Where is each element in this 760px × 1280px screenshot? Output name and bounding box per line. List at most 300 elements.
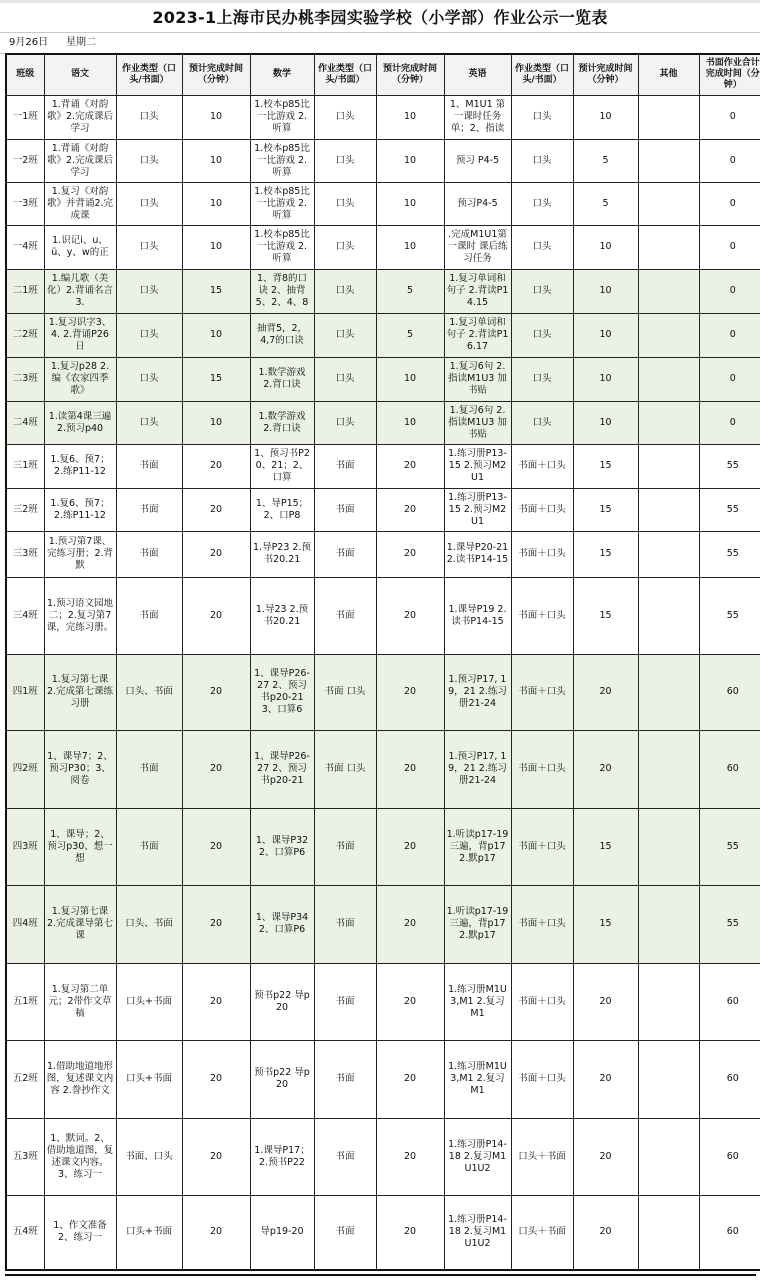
cell-math [250,808,314,885]
cell-text: 二2班 [12,329,38,340]
cell-math-type [314,885,376,963]
header-english-type: 作业类型（口头/书面） [511,54,573,95]
cell-english-time [573,182,638,225]
cell-text: 二3班 [12,373,38,384]
cell-math [250,444,314,488]
cell-chinese [44,313,116,357]
cell-text: 书面＋口头 [518,840,566,852]
cell-chinese-type [116,531,182,577]
cell-text: 预习P4-5 [457,197,498,209]
cell-text: 1、课导7；2、预习P30；3、阅卷 [47,751,113,786]
cell-chinese [44,654,116,730]
cell-english [444,885,511,963]
cell-text: 0 [729,154,736,166]
cell-chinese-type [116,225,182,269]
cell-text: 口头 [139,416,159,428]
cell-other [638,357,699,401]
cell-text: 1.听读p17-19三遍，背p17 2.默p17 [446,828,509,864]
cell-other [638,1118,699,1195]
cell-text: 10 [403,197,417,209]
header-math-type: 作业类型（口头/书面） [314,54,376,95]
cell-text: 书面 [139,503,159,515]
cell-total-time [699,885,760,963]
cell-text: 5 [406,329,414,340]
cell-text: 10 [209,154,223,166]
cell-text: 口头＋书面 [518,1150,566,1162]
cell-chinese-time [182,401,250,444]
cell-english-type [511,357,573,401]
cell-class [6,488,44,531]
cell-total-time [699,654,760,730]
cell-math-type [314,269,376,313]
cell-text: 书面 [335,995,355,1007]
cell-text: 1.练习册P13-15 2.预习M2U1 [448,491,507,527]
page-title: 2023-1上海市民办桃李园实验学校（小学部）作业公示一览表 [152,8,608,27]
cell-text: 0 [729,197,736,209]
cell-text: 15 [599,918,612,929]
cell-text: 口头 [532,197,552,209]
cell-english-type [511,963,573,1040]
cell-english-type [511,401,573,444]
cell-text: 20 [403,918,417,929]
cell-math-type [314,313,376,357]
cell-text: 1.导23 2.预书20.21 [255,603,309,627]
cell-chinese [44,730,116,808]
cell-text: 1.复习单词和句子 2.背读P14.15 [446,273,509,308]
cell-text: 10 [209,241,223,252]
cell-text: 四4班 [12,918,38,929]
cell-text: 1.预习第7课、完练习册；2.背默 [46,536,114,571]
cell-math [250,963,314,1040]
cell-text: 口头＋书面 [518,1226,566,1238]
cell-total-time [699,95,760,139]
cell-text: 60 [726,763,739,774]
cell-text: 书面 [335,840,355,852]
cell-text: 四2班 [12,763,38,774]
table-row [6,95,760,139]
cell-class [6,95,44,139]
cell-math-type [314,730,376,808]
cell-other [638,730,699,808]
cell-text: 20 [403,548,417,559]
cell-text: 口头 [139,154,159,166]
cell-chinese [44,963,116,1040]
cell-text: 20 [209,1226,223,1238]
cell-class [6,654,44,730]
cell-class [6,730,44,808]
cell-total-time [699,488,760,531]
cell-text: 1.练习册P13-15 2.预习M2U1 [448,448,507,483]
cell-math-time [376,444,444,488]
table-row [6,488,760,531]
cell-math [250,95,314,139]
cell-text: 口头 [139,329,159,340]
cell-text: 书面＋口头 [518,995,566,1007]
cell-english-type [511,95,573,139]
cell-text: 三1班 [12,460,38,471]
cell-text: 书面 [335,1073,355,1084]
cell-text: 10 [403,111,417,122]
cell-english-type [511,1040,573,1118]
cell-math-time [376,730,444,808]
cell-math-time [376,269,444,313]
cell-chinese [44,225,116,269]
cell-chinese [44,531,116,577]
cell-other [638,313,699,357]
cell-text: 书面 [139,840,159,852]
cell-text: .完成M1U1第一课时 课后练习任务 [447,229,508,264]
cell-chinese-type [116,730,182,808]
cell-text: 20 [403,995,417,1007]
cell-text: 书面 口头 [324,686,366,697]
cell-text: 书面＋口头 [518,686,566,697]
cell-text: 口头 [335,416,355,428]
cell-text: 10 [599,111,612,122]
cell-text: 1、背8的口诀 2、抽背5、2、4、8 [255,273,309,308]
cell-math [250,1195,314,1270]
cell-text: 20 [403,686,417,697]
cell-english-type [511,182,573,225]
cell-text: 1.复习6句 2.指读M1U3 加书贴 [448,404,507,440]
cell-class [6,963,44,1040]
cell-text: 二1班 [12,285,38,296]
cell-text: 1.练习册P14-18 2.复习M1U1U2 [448,1214,507,1250]
cell-total-time [699,1118,760,1195]
cell-text: 五2班 [12,1073,38,1084]
cell-math-time [376,225,444,269]
cell-text: 预习 P4-5 [455,154,500,166]
cell-text: 0 [729,416,736,428]
cell-text: 20 [403,460,417,471]
header-class: 班级 [6,54,44,95]
cell-chinese-time [182,531,250,577]
cell-english [444,577,511,654]
cell-math [250,357,314,401]
cell-math-time [376,139,444,182]
cell-text: 1.复习第二单元；2带作文草稿 [48,983,112,1019]
table-row [6,1118,760,1195]
cell-english [444,531,511,577]
cell-chinese [44,808,116,885]
cell-text: 书面 [335,1226,355,1238]
cell-other [638,1195,699,1270]
cell-total-time [699,182,760,225]
cell-other [638,444,699,488]
cell-english-time [573,401,638,444]
cell-text: 20 [403,609,417,621]
cell-english-time [573,963,638,1040]
cell-text: 三2班 [12,503,38,515]
cell-text: 书面 [335,609,355,621]
cell-text: 1.借助地道地形图，复述课文内容 2.誊抄作文 [46,1061,114,1096]
cell-text: 口头 [139,285,159,296]
cell-other [638,488,699,531]
cell-text: 20 [209,1073,223,1084]
cell-text: 书面＋口头 [518,763,566,774]
cell-chinese [44,401,116,444]
cell-text: 口头 [532,285,552,296]
cell-text: 书面、口头 [125,1150,173,1162]
cell-class [6,885,44,963]
cell-text: 20 [209,763,223,774]
cell-text: 四3班 [12,840,38,852]
cell-math-time [376,1040,444,1118]
cell-math [250,730,314,808]
cell-math-type [314,1118,376,1195]
cell-text: 口头 [335,373,355,384]
cell-text: 1、课导；2、预习p30、想一想 [47,828,113,864]
cell-math-type [314,577,376,654]
header-math-time: 预计完成时间（分钟） [376,54,444,95]
cell-chinese-type [116,1118,182,1195]
cell-text: 口头 [335,329,355,340]
cell-text: 口头、书面 [125,686,173,697]
cell-math-type [314,531,376,577]
cell-math-time [376,1195,444,1270]
cell-math-time [376,885,444,963]
cell-text: 口头 [139,111,159,122]
cell-text: 1.练习册M1U3,M1 2.复习M1 [448,1061,507,1096]
cell-math-type [314,182,376,225]
cell-english [444,444,511,488]
cell-english-type [511,225,573,269]
cell-text: 三4班 [12,609,38,621]
cell-text: 10 [209,111,223,122]
cell-text: 0 [729,241,736,252]
cell-text: 口头 [139,197,159,209]
cell-text: 书面 [335,548,355,559]
cell-english-type [511,654,573,730]
cell-text: 1.背诵《对韵歌》2.完成课后学习 [46,142,114,178]
cell-text: 10 [599,373,612,384]
cell-chinese-type [116,269,182,313]
cell-text: 1.校本p85比一比游戏 2.听算 [254,185,310,221]
cell-math [250,577,314,654]
table-row [6,808,760,885]
cell-english-time [573,730,638,808]
cell-text: 1.校本p85比一比游戏 2.听算 [254,99,310,134]
cell-text: 口头 [335,285,355,296]
cell-text: 55 [726,460,739,471]
cell-text: 1.复习识字3、4. 2.背诵P26日 [48,317,112,352]
cell-text: 1.复习第七课 2.完成课导第七课 [46,906,114,941]
header-english: 英语 [444,54,511,95]
cell-other [638,654,699,730]
cell-text: 15 [599,460,612,471]
cell-class [6,444,44,488]
cell-text: 1.识记i、u、ü、y、w的正 [51,235,109,258]
cell-chinese-type [116,401,182,444]
cell-text: 10 [209,197,223,209]
cell-text: 1.复6、预7；2.练P11-12 [50,454,110,477]
cell-text: 书面 [139,609,159,621]
cell-chinese-time [182,1118,250,1195]
cell-text: 口头、书面 [125,918,173,929]
cell-text: 60 [726,1073,739,1084]
cell-english-type [511,139,573,182]
cell-english [444,808,511,885]
cell-total-time [699,808,760,885]
cell-math-time [376,577,444,654]
cell-chinese-time [182,577,250,654]
cell-chinese-type [116,1040,182,1118]
cell-math-type [314,139,376,182]
cell-text: 1.校本p85比一比游戏 2.听算 [254,142,310,178]
cell-math-time [376,531,444,577]
cell-math-type [314,808,376,885]
cell-text: 15 [209,373,223,384]
cell-chinese [44,1040,116,1118]
cell-math [250,1040,314,1118]
cell-math [250,225,314,269]
cell-other [638,401,699,444]
cell-total-time [699,357,760,401]
cell-text: 书面 [139,460,159,471]
cell-text: 20 [209,686,223,697]
cell-text: 1.课导P17；2.预书P22 [254,1144,310,1168]
cell-english [444,357,511,401]
cell-text: 1.复习p28 2.编《农家四季歌》 [50,361,110,396]
homework-table [5,53,760,1271]
cell-text: 口头+书面 [126,1226,172,1238]
cell-text: 口头+书面 [126,1073,172,1084]
cell-text: 1.背诵《对韵歌》2.完成课后学习 [46,99,114,134]
cell-text: 一1班 [12,111,38,122]
cell-math-time [376,401,444,444]
cell-chinese [44,95,116,139]
cell-text: 一4班 [12,241,38,252]
cell-text: 20 [403,1226,417,1238]
cell-math [250,654,314,730]
cell-text: 20 [209,503,223,515]
cell-chinese-type [116,577,182,654]
cell-chinese-time [182,182,250,225]
cell-text: 口头 [532,111,552,122]
table-row [6,730,760,808]
cell-math-time [376,1118,444,1195]
cell-chinese-time [182,357,250,401]
cell-text: 1、课导P26-27 2、预习书p20-21 [254,751,310,786]
cell-text: 书面 口头 [324,763,366,774]
table-row [6,885,760,963]
cell-text: 1、默词。2、借助地道图，复述课文内容。3、练习一 [46,1132,114,1180]
cell-english-time [573,1040,638,1118]
cell-chinese-type [116,488,182,531]
cell-chinese-type [116,357,182,401]
cell-text: 四1班 [12,686,38,697]
cell-text: 0 [729,373,736,384]
cell-text: 口头 [335,154,355,166]
cell-text: 0 [729,329,736,340]
cell-math [250,269,314,313]
cell-english-type [511,313,573,357]
cell-english [444,488,511,531]
cell-text: 书面 [335,918,355,929]
cell-chinese [44,488,116,531]
cell-total-time [699,963,760,1040]
cell-other [638,808,699,885]
cell-text: 55 [726,918,739,929]
cell-text: 15 [599,503,612,515]
cell-text: 1、课导P34 2、口算P6 [255,912,309,935]
cell-other [638,1040,699,1118]
cell-chinese-time [182,225,250,269]
cell-text: 20 [209,1150,223,1162]
cell-chinese-time [182,488,250,531]
cell-math [250,488,314,531]
table-row [6,139,760,182]
cell-text: 55 [726,548,739,559]
cell-chinese-time [182,885,250,963]
date-label: 9月26日 [9,37,49,48]
cell-text: 10 [403,154,417,166]
cell-text: 1.复习单词和句子 2.背读P16.17 [446,317,509,352]
cell-math-type [314,444,376,488]
cell-text: 60 [726,686,739,697]
cell-text: 口头 [532,373,552,384]
bottom-border [5,1274,756,1276]
cell-text: 书面 [335,1150,355,1162]
table-row [6,577,760,654]
cell-total-time [699,444,760,488]
cell-other [638,139,699,182]
table-row [6,963,760,1040]
cell-math-time [376,654,444,730]
cell-text: 10 [403,373,417,384]
cell-text: 1.课导P19 2.读书P14-15 [448,603,507,627]
cell-class [6,269,44,313]
cell-text: 五3班 [12,1150,38,1162]
cell-english [444,963,511,1040]
cell-text: 20 [403,763,417,774]
cell-text: 15 [209,285,223,296]
cell-text: 20 [209,840,223,852]
cell-english-time [573,444,638,488]
cell-text: 5 [406,285,414,296]
header-other: 其他 [638,54,699,95]
cell-math-type [314,357,376,401]
cell-other [638,963,699,1040]
cell-math [250,1118,314,1195]
cell-chinese [44,269,116,313]
cell-text: 20 [599,1073,612,1084]
cell-chinese-type [116,182,182,225]
cell-text: 1.课导P20-21 2.读书P14-15 [446,542,509,565]
cell-text: 五1班 [12,995,38,1007]
cell-text: 55 [726,503,739,515]
cell-chinese-time [182,269,250,313]
cell-english-time [573,885,638,963]
cell-math-type [314,401,376,444]
cell-english [444,225,511,269]
cell-english-time [573,357,638,401]
cell-english-time [573,1118,638,1195]
cell-text: 一2班 [12,154,38,166]
cell-text: 20 [209,918,223,929]
cell-chinese-type [116,444,182,488]
cell-text: 5 [602,197,609,209]
cell-class [6,139,44,182]
cell-total-time [699,313,760,357]
cell-english-type [511,1118,573,1195]
cell-math [250,182,314,225]
cell-chinese [44,139,116,182]
cell-chinese-time [182,313,250,357]
cell-english-time [573,269,638,313]
cell-text: 55 [726,840,739,852]
table-row [6,654,760,730]
cell-text: 口头 [532,416,552,428]
